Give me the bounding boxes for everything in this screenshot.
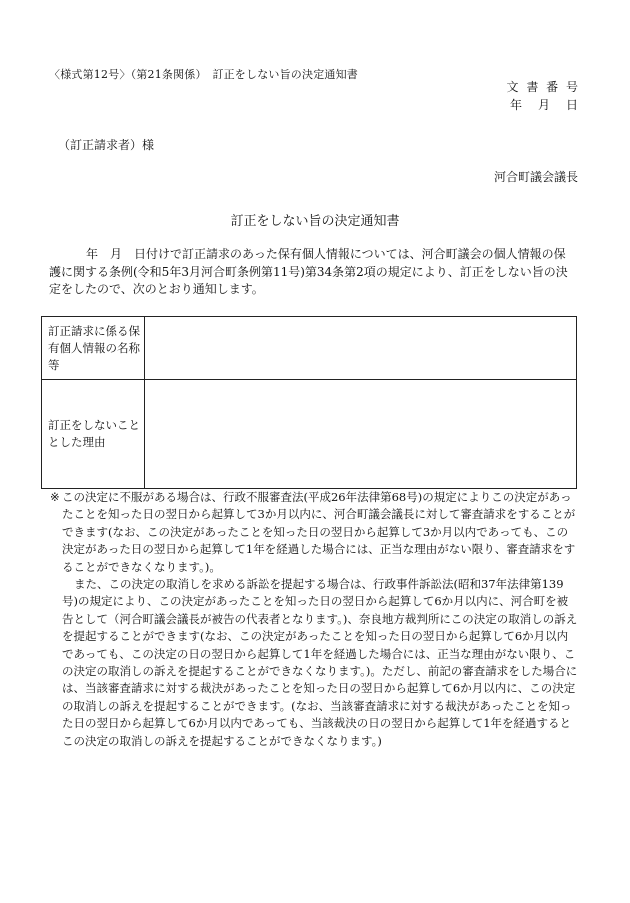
doc-number-label: 文 書 番 号 bbox=[506, 80, 580, 94]
info-table bbox=[41, 316, 577, 489]
table-row bbox=[42, 317, 577, 380]
table-row bbox=[42, 380, 577, 489]
note-paragraph-lawsuit: また、この決定の取消しを求める訴訟を提起する場合は、行政事件訴訟法(昭和37年法律第139号)の規定により、この決定があったことを知った日の翌日から起算して6か月以内に、河合町を被告として（河合町議会議長が被告の代表者となります。)、奈良地方裁判所にこの決定の取消しの訴えを提起することができます(なお、この決定があったことを知った日の翌日から起算して6か月以内であっても、この決定の日の翌日から起算して1年を経過した場合には、正当な理由がない限り、この決定の取消しの訴えを提起することができなくなります。)。ただし、前記の審査請求をした場合には、当該審査請求に対する裁決があったことを知った日の翌日から起算して6か月以内に、この決定の取消しの訴えを提起することができます。(なお、当該審査請求に対する裁決があったことを知った日の翌日から起算して6か月以内であっても、当該裁決の日の翌日から起算して1年を経過するとこの決定の取消しの訴えを提起することができなくなります。) bbox=[62, 577, 578, 748]
note-block bbox=[50, 489, 578, 750]
doc-date-label: 年 月 日 bbox=[509, 98, 580, 112]
table-value-info-name bbox=[145, 317, 577, 380]
table-value-reason bbox=[145, 380, 577, 489]
note-paragraph-appeal: この決定に不服がある場合は、行政不服審査法(平成26年法律第68号)の規定によりこの決定があったことを知った日の翌日から起算して3か月以内に、河合町議会議長に対して審査請求をすることができます(なお、この決定があったことを知った日の翌日から起算して3か月以内であっても、この決定があった日の翌日から起算して1年を経過した場合には、正当な理由がない限り、審査請求をすることができなくなります。)。 bbox=[62, 490, 576, 574]
addressee: （訂正請求者）様 bbox=[58, 138, 155, 152]
table-label-reason: 訂正をしないこととした理由 bbox=[42, 380, 145, 489]
body-paragraph: 年 月 日付けで訂正請求のあった保有個人情報については、河合町議会の個人情報の保護に関する条例(令和5年3月河合町条例第11号)第34条第2項の規定により、訂正をしない旨の決定をしたので、次のとおり通知します。 bbox=[49, 247, 568, 296]
note-mark: ※ bbox=[50, 490, 60, 504]
sender: 河合町議会議長 bbox=[493, 170, 578, 184]
form-label: 〈様式第12号〉（第21条関係） 訂正をしない旨の決定通知書 bbox=[49, 68, 358, 81]
document-title: 訂正をしない旨の決定通知書 bbox=[230, 214, 400, 229]
table-label-info-name: 訂正請求に係る保有個人情報の名称等 bbox=[42, 317, 145, 380]
